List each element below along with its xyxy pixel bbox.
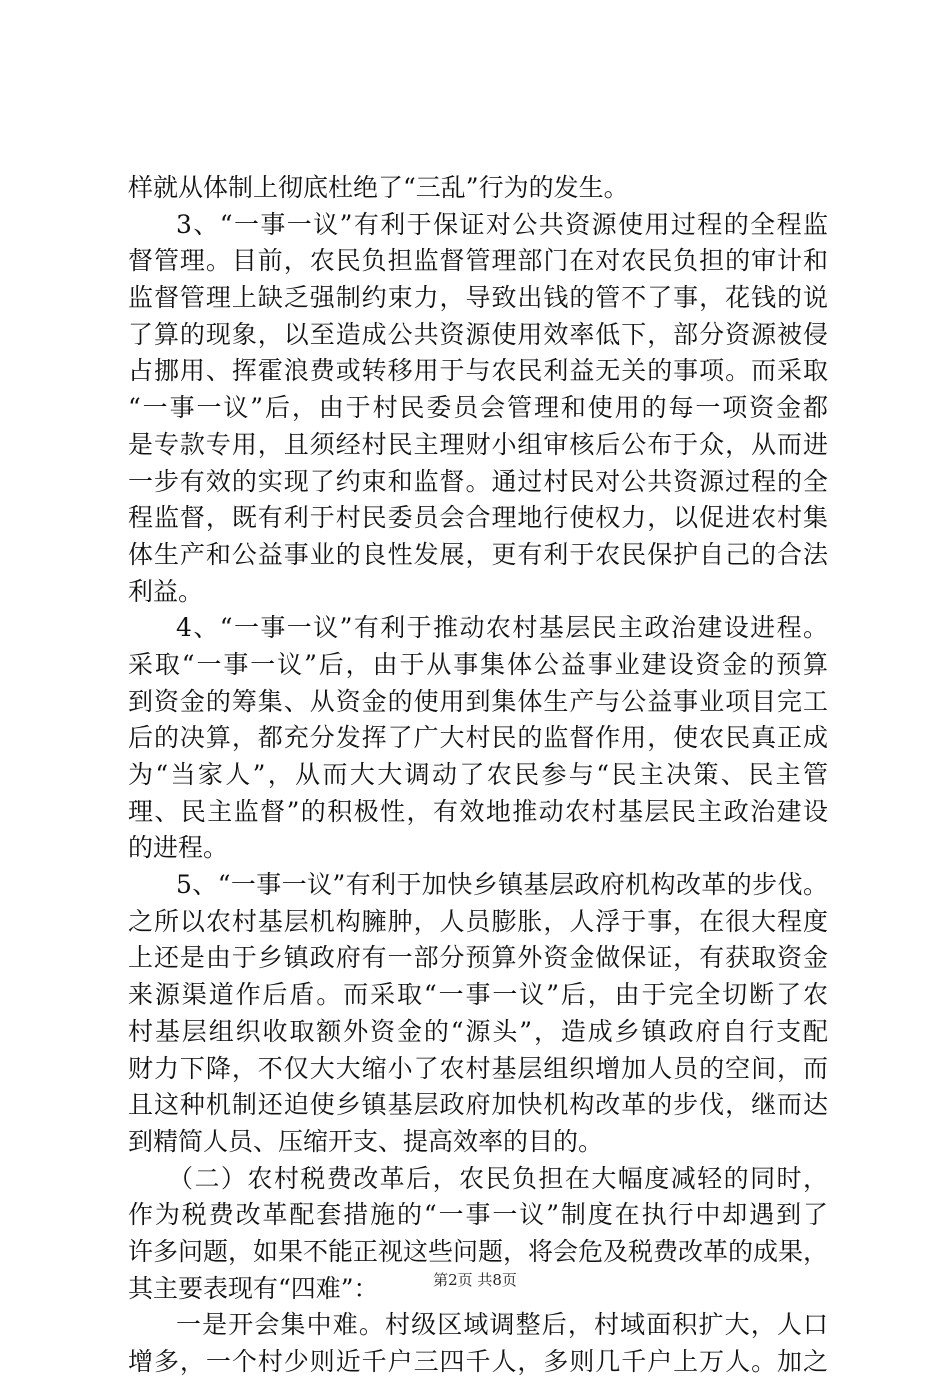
text-line: 财力下降，不仅大大缩小了农村基层组织增加人员的空间，而	[128, 1053, 828, 1083]
text-line: 监督管理上缺乏强制约束力，导致出钱的管不了事，花钱的说	[128, 283, 828, 313]
text-line: 为“当家人”，从而大大调动了农民参与“民主决策、民主管	[128, 760, 828, 789]
page-number-footer: 第2页 共8页	[433, 1271, 517, 1289]
text-line: 一步有效的实现了约束和监督。通过村民对公共资源过程的全	[128, 466, 828, 496]
text-line: 占挪用、挥霍浪费或转移用于与农民利益无关的事项。而采取	[128, 356, 828, 386]
paragraph-4-start: 4、“一事一议”有利于推动农村基层民主政治建设进程。	[176, 613, 828, 643]
text-line: 体生产和公益事业的良性发展，更有利于农民保护自己的合法	[128, 539, 828, 569]
text-line: 增多，一个村少则近千户三四千人，多则几千户上万人。加之	[128, 1347, 828, 1376]
text-line: 且这种机制还迫使乡镇基层政府加快机构改革的步伐，继而达	[128, 1090, 828, 1120]
text-line: 了算的现象，以至造成公共资源使用效率低下，部分资源被侵	[128, 319, 828, 349]
text-line: 到精简人员、压缩开支、提高效率的目的。	[128, 1126, 604, 1156]
text-line: 程监督，既有利于村民委员会合理地行使权力，以促进农村集	[128, 503, 828, 533]
text-line: 理、民主监督”的积极性，有效地推动农村基层民主政治建设	[128, 796, 828, 826]
text-line: 村基层组织收取额外资金的“源头”，造成乡镇政府自行支配	[128, 1016, 828, 1046]
text-line: 作为税费改革配套措施的“一事一议”制度在执行中却遇到了	[128, 1200, 828, 1230]
text-line: 的进程。	[128, 833, 229, 863]
text-line: 是专款专用，且须经村民主理财小组审核后公布于众，从而进	[128, 429, 828, 459]
text-line: 其主要表现有“四难”：	[128, 1273, 379, 1303]
section-2-start: （二）农村税费改革后，农民负担在大幅度减轻的同时，	[168, 1163, 828, 1193]
text-line: 许多问题，如果不能正视这些问题，将会危及税费改革的成果，	[128, 1236, 829, 1266]
paragraph-5-start: 5、“一事一议”有利于加快乡镇基层政府机构改革的步伐。	[176, 870, 828, 900]
text-line: 采取“一事一议”后，由于从事集体公益事业建设资金的预算	[128, 649, 828, 679]
text-line: 样就从体制上彻底杜绝了“三乱”行为的发生。	[128, 173, 629, 202]
text-line: 上还是由于乡镇政府有一部分预算外资金做保证，有获取资金	[128, 943, 828, 973]
paragraph-3-start: 3、“一事一议”有利于保证对公共资源使用过程的全程监	[176, 209, 828, 239]
text-line: 之所以农村基层机构臃肿，人员膨胀，人浮于事，在很大程度	[128, 906, 828, 936]
text-line: 利益。	[128, 576, 204, 606]
item-one-start: 一是开会集中难。村级区域调整后，村域面积扩大，人口	[176, 1310, 828, 1340]
text-line: 来源渠道作后盾。而采取“一事一议”后，由于完全切断了农	[128, 980, 828, 1010]
text-line: 后的决算，都充分发挥了广大村民的监督作用，使农民真正成	[128, 723, 828, 753]
text-line: 督管理。目前，农民负担监督管理部门在对农民负担的审计和	[128, 246, 828, 276]
text-line: 到资金的筹集、从资金的使用到集体生产与公益事业项目完工	[128, 686, 828, 716]
text-line: “一事一议”后，由于村民委员会管理和使用的每一项资金都	[128, 393, 828, 423]
body-text	[128, 170, 828, 1381]
